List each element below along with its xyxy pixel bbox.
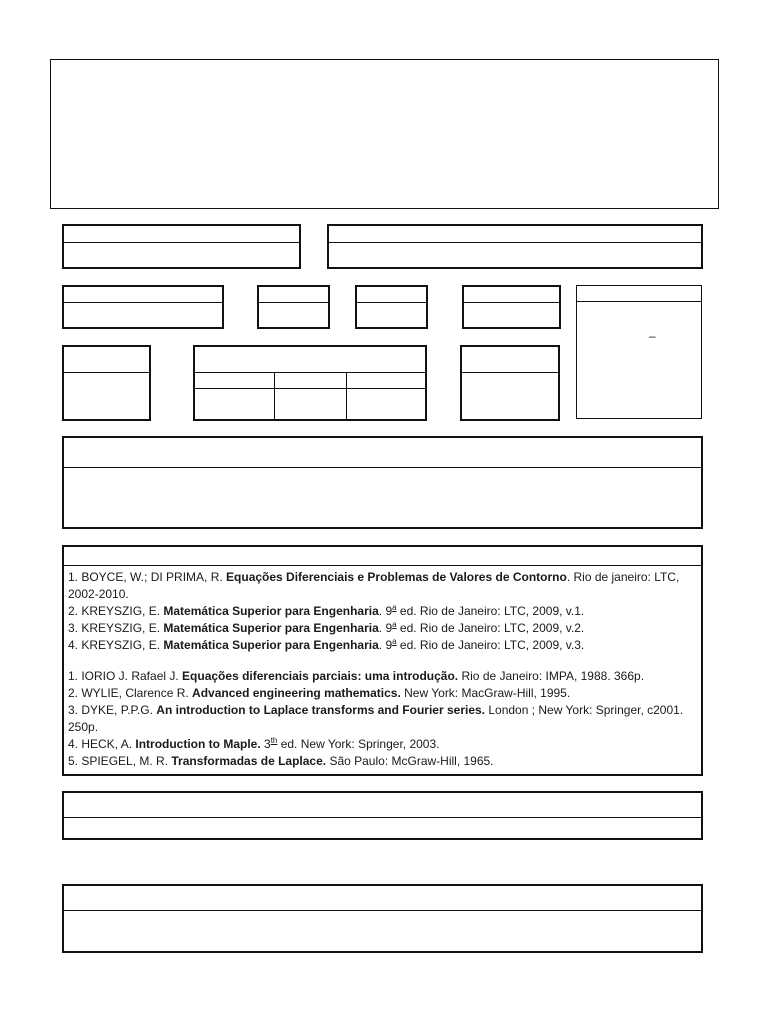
ref-complementary-4: 4. HECK, A. Introduction to Maple. 3th ed. New York: Springer, 2003. xyxy=(68,736,440,751)
field-box-4 xyxy=(257,285,330,329)
field-box-7 xyxy=(62,345,151,421)
ref-basic-4: 4. KREYSZIG, E. Matemática Superior para Engenharia. 9$^a$ ed. Rio de Janeiro: LTC, 2009, v.3. xyxy=(68,637,585,652)
ref-basic-3: 3. KREYSZIG, E. Matemática Superior para Engenharia. 9$^a$ ed. Rio de Janeiro: LTC, 2009, v.2. xyxy=(68,620,585,635)
dash-mark: – xyxy=(649,329,656,343)
field-box-5 xyxy=(355,285,428,329)
ref-complementary-5: 5. SPIEGEL, M. R. Transformadas de Laplace. São Paulo: McGraw-Hill, 1965. xyxy=(68,754,494,768)
section-box-2 xyxy=(62,791,703,840)
header-box xyxy=(50,59,719,209)
section-box-1 xyxy=(62,436,703,529)
bibliography-box xyxy=(62,545,703,776)
ref-complementary-3: 3. DYKE, P.P.G. An introduction to Laplace transforms and Fourier series. London ; New York: Springer, c2001. 250p. xyxy=(68,703,684,734)
field-box-9 xyxy=(460,345,560,421)
field-box-tall xyxy=(576,285,702,419)
ref-basic-2: 2. KREYSZIG, E. Matemática Superior para Engenharia. 9$^a$ ed. Rio de Janeiro: LTC, 2009, v.1. xyxy=(68,603,585,618)
field-box-2 xyxy=(327,224,703,269)
section-box-3 xyxy=(62,884,703,953)
ref-basic-1: 1. BOYCE, W.; DI PRIMA, R. Equações Diferenciais e Problemas de Valores de Contorno. Rio de janeiro: LTC, 2002-2010. xyxy=(68,570,680,601)
bibliography-list xyxy=(68,569,697,770)
field-box-6 xyxy=(462,285,561,329)
field-box-3 xyxy=(62,285,224,329)
field-box-8 xyxy=(193,345,427,421)
ref-complementary-1: 1. IORIO J. Rafael J. Equações diferenciais parciais: uma introdução. Rio de Janeiro: IMPA, 1988. 366p. xyxy=(68,669,645,683)
ref-complementary-2: 2. WYLIE, Clarence R. Advanced engineering mathematics. New York: MacGraw-Hill, 1995. xyxy=(68,686,571,700)
field-box-1 xyxy=(62,224,301,269)
